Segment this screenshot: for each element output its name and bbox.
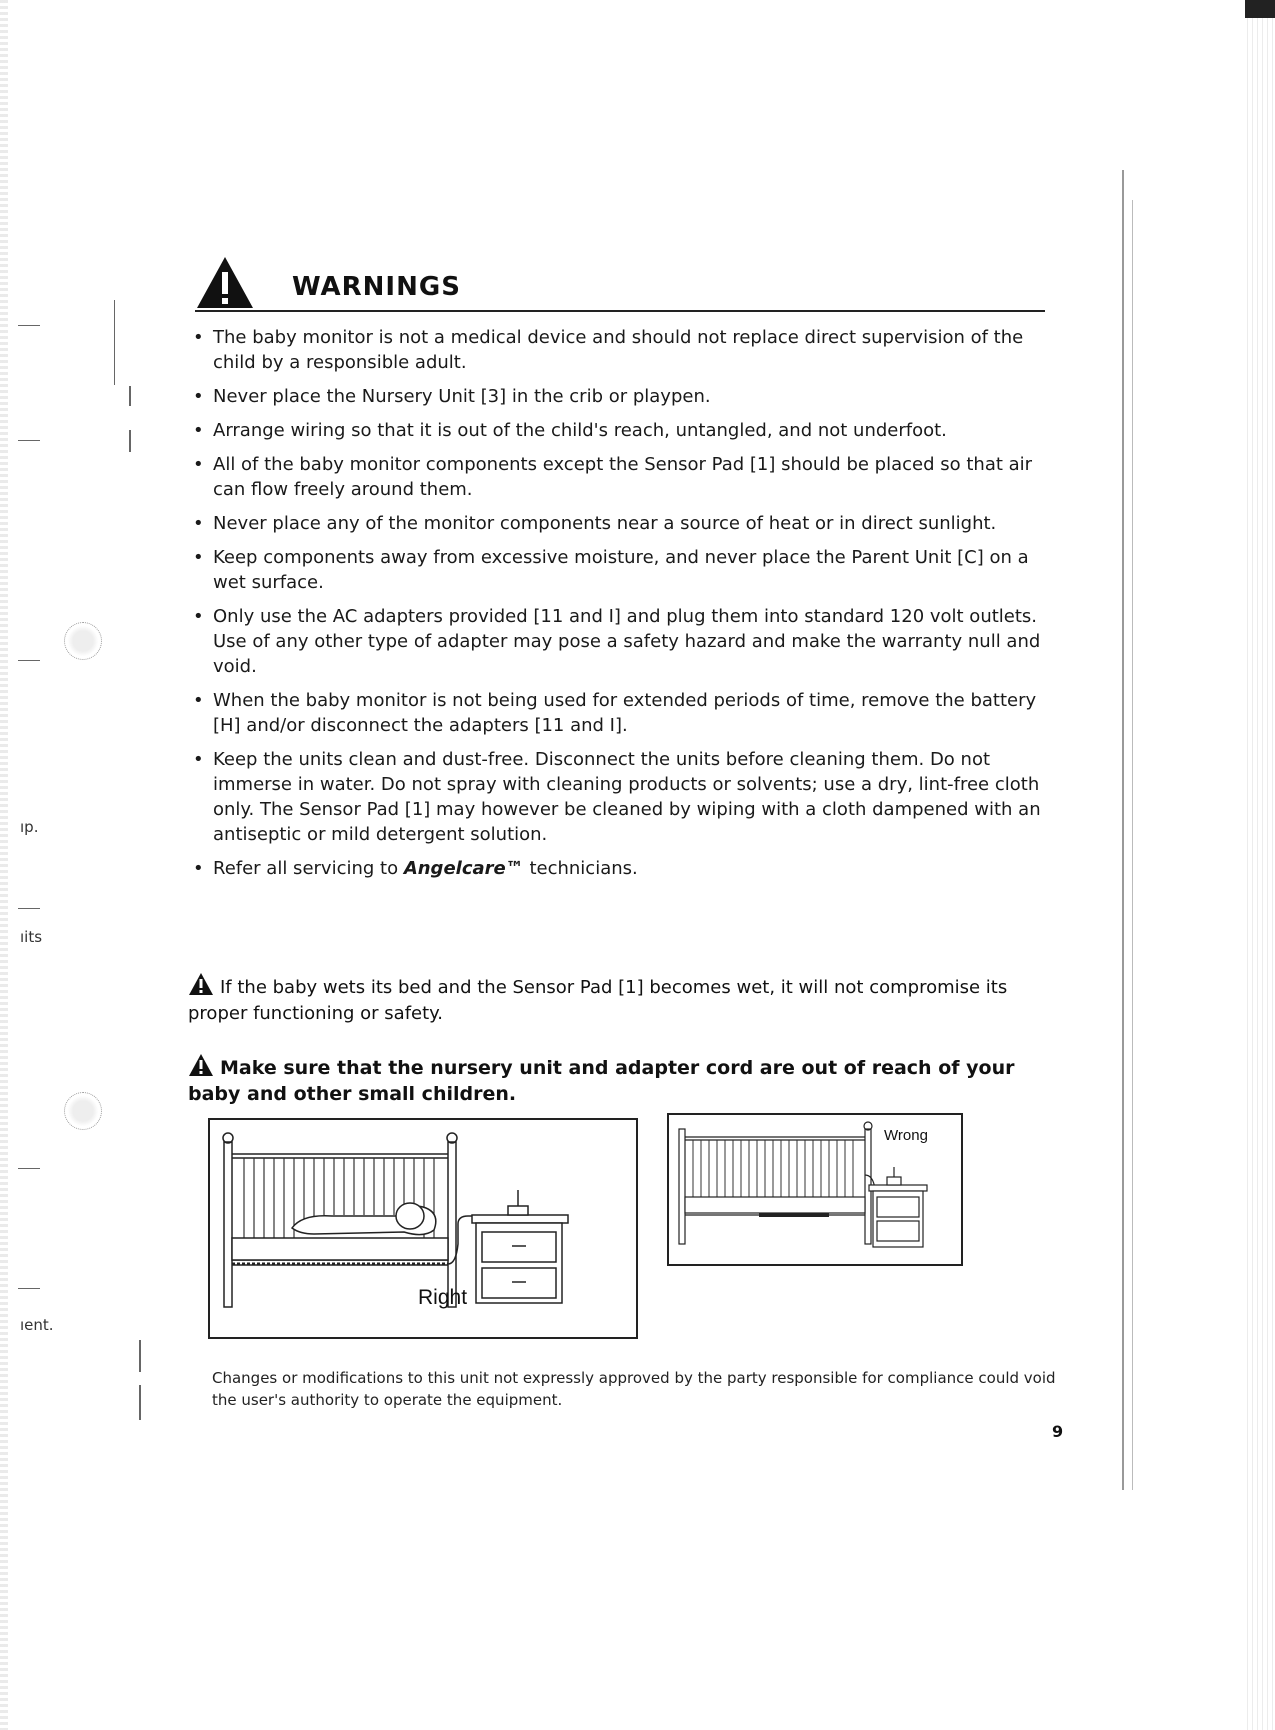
- list-item: • The baby monitor is not a medical device and should not replace direct supervision of the child by a responsible adult.: [193, 325, 1063, 375]
- list-item: • When the baby monitor is not being used for extended periods of time, remove the battery [H] and/or disconnect the adapters [11 and I].: [193, 688, 1063, 738]
- margin-fragment: ıits: [20, 928, 43, 946]
- right-label: Right: [418, 1286, 468, 1309]
- reach-note: [188, 1053, 1068, 1107]
- list-item: • Never place the Nursery Unit [3] in the crib or playpen.: [193, 384, 1063, 409]
- scan-smudge: [64, 1092, 102, 1130]
- list-item: • Arrange wiring so that it is out of the child's reach, untangled, and not underfoot.: [193, 418, 1063, 443]
- header-rule: [195, 310, 1045, 312]
- margin-dash: [18, 1168, 40, 1169]
- wrong-label: Wrong: [884, 1127, 928, 1144]
- margin-fragment: ıp.: [20, 818, 39, 836]
- scan-corner-mark: [1245, 0, 1275, 18]
- scan-edge-left: [0, 0, 8, 1730]
- compliance-note: Changes or modifications to this unit not expressly approved by the party responsible for compliance could void the user's authority to operate the equipment.: [212, 1369, 1056, 1409]
- list-item: • Only use the AC adapters provided [11 and I] and plug them into standard 120 volt outlets. Use of any other type of adapter may pose a safety hazard and make the warranty null and void.: [193, 604, 1063, 679]
- scan-edge-right: [1245, 0, 1275, 1730]
- page-title: WARNINGS: [292, 272, 461, 302]
- servicing-suffix: technicians.: [523, 858, 638, 879]
- margin-dash: [18, 1288, 40, 1289]
- list-item: • Never place any of the monitor components near a source of heat or in direct sunlight.: [193, 511, 1063, 536]
- reach-text: Make sure that the nursery unit and adapter cord are out of reach of your baby and other small children.: [188, 1057, 1015, 1105]
- wet-bed-note: [188, 972, 1068, 1027]
- margin-fragment: ıent.: [20, 1316, 54, 1334]
- wet-bed-text: If the baby wets its bed and the Sensor Pad [1] becomes wet, it will not compromise its proper functioning or safety.: [188, 977, 1008, 1024]
- binding-line: [114, 300, 115, 385]
- warning-icon: [188, 1053, 214, 1077]
- warning-icon: [195, 255, 255, 310]
- warnings-list: [193, 325, 1063, 890]
- scan-smudge: [64, 622, 102, 660]
- list-item-servicing: [193, 856, 1063, 881]
- list-item: • Keep the units clean and dust-free. Disconnect the units before cleaning them. Do not immerse in water. Do not spray with cleaning products or solvents; use a dry, lint-free cloth only. The Sensor Pad [1] may however be cleaned by wiping with a cloth dampened with an antiseptic or mild detergent solution.: [193, 747, 1063, 847]
- list-item: • Keep components away from excessive moisture, and never place the Parent Unit [C] on a wet surface.: [193, 545, 1063, 595]
- page-edge-line: [1132, 200, 1133, 1490]
- warning-icon: [188, 972, 214, 996]
- list-item: • All of the baby monitor components except the Sensor Pad [1] should be placed so that air can flow freely around them.: [193, 452, 1063, 502]
- brand-name: Angelcare™: [403, 858, 524, 879]
- margin-dash: [18, 325, 40, 326]
- binding-mark: [129, 386, 131, 406]
- servicing-prefix: Refer all servicing to: [213, 858, 404, 879]
- warnings-header: [195, 255, 1045, 315]
- illustration-right: [208, 1118, 638, 1339]
- margin-dash: [18, 440, 40, 441]
- binding-mark: [129, 430, 131, 452]
- margin-dash: [18, 660, 40, 661]
- page-number: 9: [1052, 1422, 1064, 1441]
- binding-mark: [139, 1340, 141, 1372]
- page-edge-line: [1122, 170, 1124, 1490]
- margin-dash: [18, 908, 40, 909]
- binding-mark: [139, 1385, 141, 1420]
- illustration-wrong: [667, 1113, 963, 1266]
